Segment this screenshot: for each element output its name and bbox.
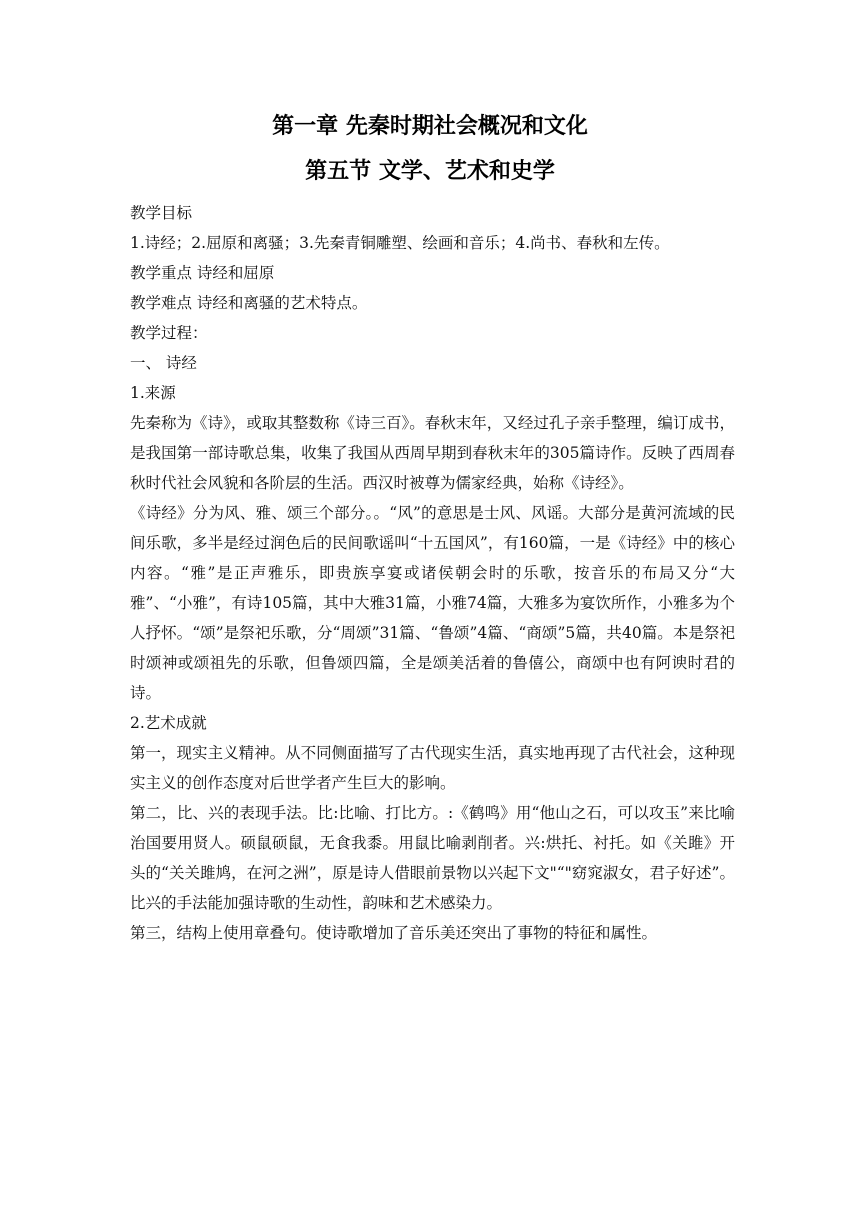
teaching-goals-heading: 教学目标 [130, 204, 193, 222]
paragraph-structure: 《诗经》分为风、雅、颂三个部分。。“风”的意思是士风、风谣。大部分是黄河流域的民间乐歌，多半是经过润色后的民间歌谣叫“十五国风”，有160篇，一是《诗经》中的核心内容。“雅”是正声雅乐，即贵族享宴或诸侯朝会时的乐歌，按音乐的布局又分“大雅”、“小雅”，有诗105篇，其中大雅31篇，小雅74篇，大雅多为宴饮所作，小雅多为个人抒怀。“颂”是祭祀乐歌，分“周颂”31篇、“鲁颂”4篇、“商颂”5篇，共40篇。本是祭祀时颂神或颂祖先的乐歌，但鲁颂四篇，全是颂美活着的鲁僖公，商颂中也有阿谀时君的诗。 [130, 504, 735, 702]
subheading-art: 2.艺术成就 [130, 714, 207, 732]
subheading-origin: 1.来源 [130, 384, 176, 402]
section-heading-shijing: 一、 诗经 [130, 354, 197, 372]
paragraph-bixing: 第二，比、兴的表现手法。比:比喻、打比方。:《鹤鸣》用“他山之石，可以攻玉”来比喻治国要用贤人。硕鼠硕鼠，无食我黍。用鼠比喻剥削者。兴:烘托、衬托。如《关雎》开头的“关关雎鸠，在河之洲”，原是诗人借眼前景物以兴起下文"“"窈窕淑女，君子好述”。比兴的手法能加强诗歌的生动性，韵味和艺术感染力。 [130, 804, 735, 912]
teaching-process-heading: 教学过程： [130, 324, 208, 342]
paragraph-structure-repetition: 第三，结构上使用章叠句。使诗歌增加了音乐美还突出了事物的特征和属性。 [130, 924, 658, 942]
paragraph-realism: 第一，现实主义精神。从不同侧面描写了古代现实生活，真实地再现了古代社会，这种现实主义的创作态度对后世学者产生巨大的影响。 [130, 744, 735, 792]
document-body [130, 198, 735, 948]
section-title: 第五节 文学、艺术和史学 [305, 159, 555, 184]
teaching-difficulties: 教学难点 诗经和离骚的艺术特点。 [130, 294, 368, 312]
paragraph-origin: 先秦称为《诗》，或取其整数称《诗三百》。春秋末年，又经过孔子亲手整理，编订成书，是我国第一部诗歌总集，收集了我国从西周早期到春秋末年的305篇诗作。反映了西周春秋时代社会风貌和各阶层的生活。西汉时被尊为儒家经典，始称《诗经》。 [130, 414, 735, 492]
chapter-title: 第一章 先秦时期社会概况和文化 [272, 114, 588, 139]
teaching-key-points: 教学重点 诗经和屈原 [130, 264, 275, 282]
teaching-goals-list: 1.诗经；2.屈原和离骚；3.先秦青铜雕塑、绘画和音乐；4.尚书、春秋和左传。 [130, 234, 670, 252]
